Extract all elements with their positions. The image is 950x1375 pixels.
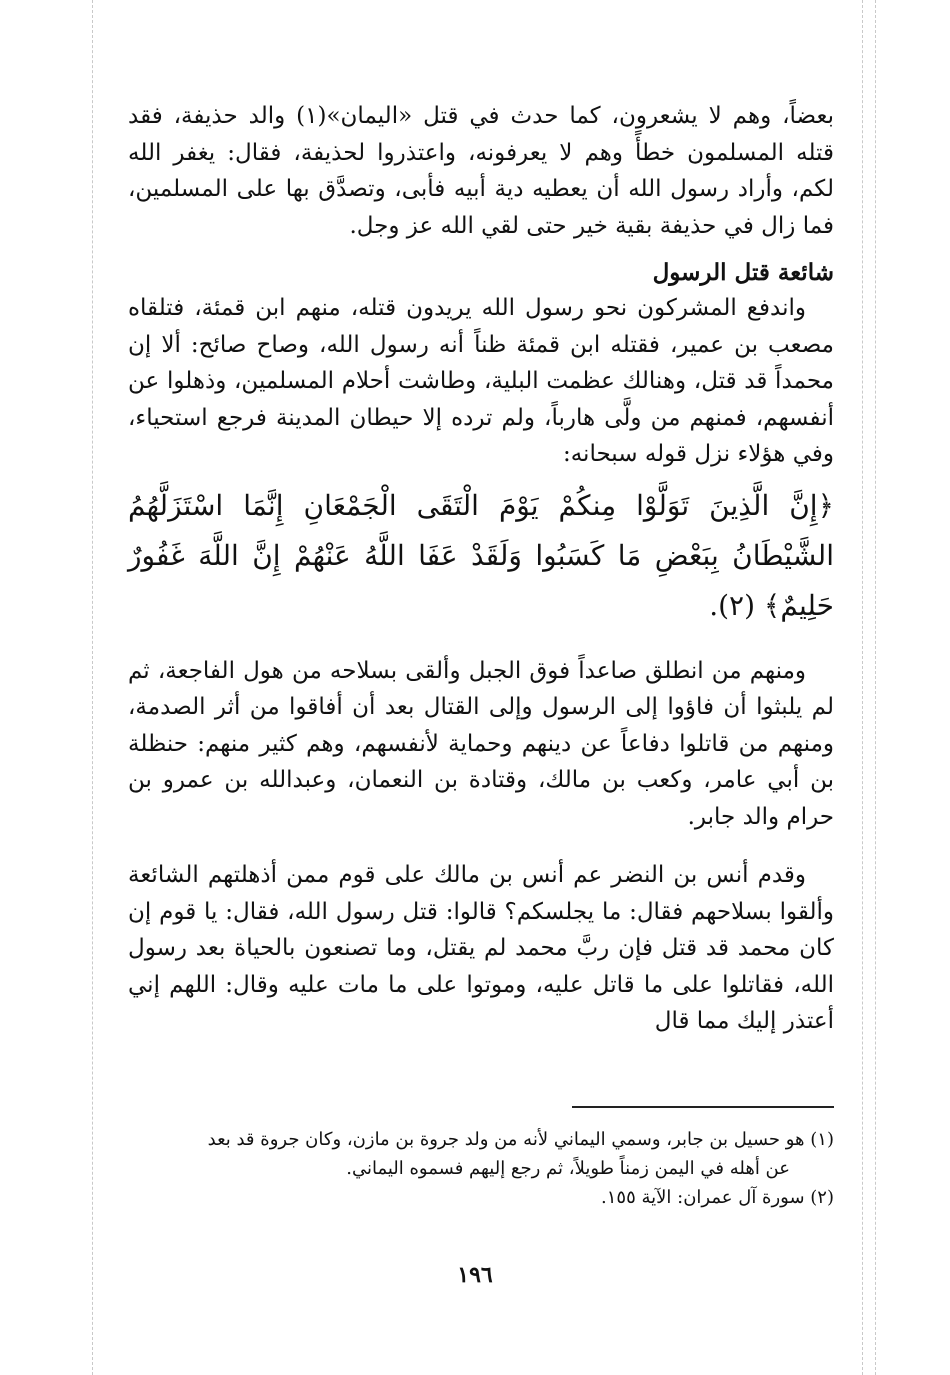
paragraph-1: بعضاً، وهم لا يشعرون، كما حدث في قتل «اليمان»(١) والد حذيفة، فقد قتله المسلمون خطأً وهم لا يعرفونه، واعتذروا لحذيفة، فقال: يغفر الله لكم، وأراد رسول الله أن يعطيه دية أبيه فأبى، وتصدَّق بها على المسلمين، فما زال في حذيفة بقية خير حتى لقي الله عز وجل. xyxy=(128,103,834,239)
paragraph-3: ومنهم من انطلق صاعداً فوق الجبل وألقى بسلاحه من هول الفاجعة، ثم لم يلبثوا أن فاؤوا إلى الرسول وإلى القتال بعد أن أفاقوا من أثر الصدمة، ومنهم من قاتلوا دفاعاً عن دينهم وحماية لأنفسهم، وهم كثير منهم: حنظلة بن أبي عامر، وكعب بن مالك، وقتادة بن النعمان، وعبدالله بن عمرو بن حرام والد جابر. xyxy=(128,657,834,830)
paragraph-gap xyxy=(128,835,834,857)
scan-guide-line xyxy=(875,0,876,1375)
footnote-2: (٢) سورة آل عمران: الآية ١٥٥. xyxy=(601,1187,834,1208)
paragraph-gap xyxy=(128,631,834,653)
paragraph-2: واندفع المشركون نحو رسول الله يريدون قتله، منهم ابن قمئة، فتلقاه مصعب بن عمير، فقتله ابن قمئة ظناً أنه رسول الله، وصاح صائح: ألا إن محمداً قد قتل، وهنالك عظمت البلية، وطاشت أحلام المسلمين، وذهلوا عن أنفسهم، فمنهم من ولَّى هارباً، ولم ترده إلا حيطان المدينة فرجع استحياء، وفي هؤلاء نزل قوله سبحانه: xyxy=(128,295,834,467)
scan-guide-line xyxy=(862,0,863,1375)
footnote-separator xyxy=(572,1106,834,1108)
page-body xyxy=(128,98,834,1040)
section-heading: شائعة قتل الرسول xyxy=(652,259,834,286)
footnote-1-line-2: عن أهله في اليمن زمناً طويلاً، ثم رجع إليهم فسموه اليماني. xyxy=(346,1158,790,1179)
quran-verse: ﴿إِنَّ الَّذِينَ تَوَلَّوْا مِنكُمْ يَوْمَ الْتَقَى الْجَمْعَانِ إِنَّمَا اسْتَزَلَّهُمُ الشَّيْطَانُ بِبَعْضِ مَا كَسَبُوا وَلَقَدْ عَفَا اللَّهُ عَنْهُمْ إِنَّ اللَّهَ غَفُورٌ حَلِيمٌ﴾ (٢). xyxy=(128,488,834,622)
page-number: ١٩٦ xyxy=(457,1262,493,1288)
scan-guide-line xyxy=(92,0,93,1375)
footnotes xyxy=(128,1125,834,1212)
paragraph-4: وقدم أنس بن النضر عم أنس بن مالك على قوم ممن أذهلتهم الشائعة وألقوا بسلاحهم فقال: ما يجلسكم؟ قالوا: قتل رسول الله، فقال: يا قوم إن كان محمد قد قتل فإن ربَّ محمد لم يقتل، وما تصنعون بالحياة بعد رسول الله، فقاتلوا على ما قاتل عليه، وموتوا على ما مات عليه وقال: اللهم إني أعتذر إليك مما قال xyxy=(128,862,834,1034)
footnote-1-line-1: (١) هو حسيل بن جابر، وسمي اليماني لأنه من ولد جروة بن مازن، وكان جروة قد بعد xyxy=(207,1129,834,1150)
